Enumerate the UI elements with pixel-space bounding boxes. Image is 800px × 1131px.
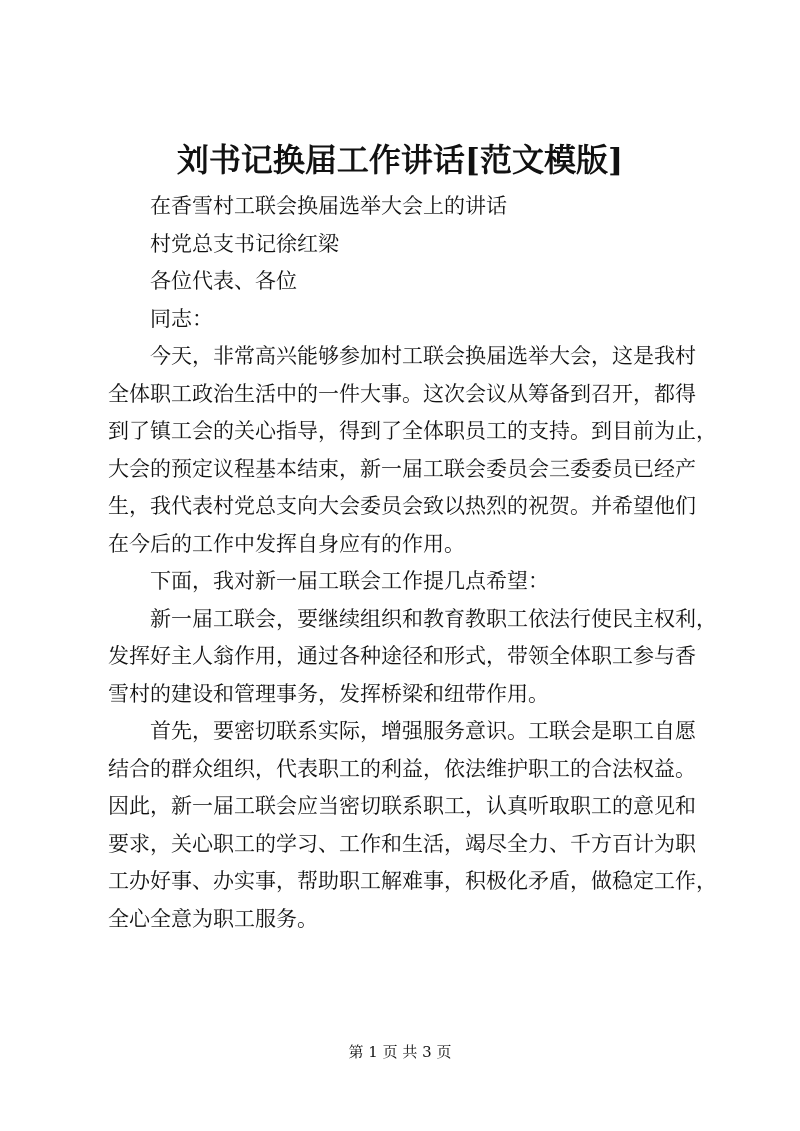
paragraph-line: 新一届工联会，要继续组织和教育教职工依法行使民主权利， <box>150 606 717 631</box>
salutation-line: 同志： <box>150 306 213 331</box>
paragraph-line: 下面，我对新一届工联会工作提几点希望： <box>150 569 549 593</box>
paragraph-line: 今天，非常高兴能够参加村工联会换届选举大会，这是我村 <box>150 344 696 368</box>
document-body <box>108 188 717 938</box>
speech-heading: 在香雪村工联会换届选举大会上的讲话 <box>150 194 507 218</box>
paragraph-line: 全心全意为职工服务。 <box>108 906 318 931</box>
paragraph-line: 要求，关心职工的学习、工作和生活，竭尽全力、千方百计为职 <box>108 831 696 856</box>
paragraph-line: 在今后的工作中发挥自身应有的作用。 <box>108 531 465 556</box>
paragraph-line: 结合的群众组织，代表职工的利益，依法维护职工的合法权益。 <box>108 756 696 781</box>
paragraph-line: 工办好事、办实事，帮助职工解难事，积极化矛盾，做稳定工作， <box>108 869 717 893</box>
page-number-footer: 第 1 页 共 3 页 <box>348 1043 452 1061</box>
paragraph-line: 到了镇工会的关心指导，得到了全体职员工的支持。到目前为止， <box>108 419 717 443</box>
salutation-line: 各位代表、各位 <box>150 269 297 293</box>
paragraph-line: 首先，要密切联系实际，增强服务意识。工联会是职工自愿 <box>150 719 696 743</box>
paragraph-line: 因此，新一届工联会应当密切联系职工，认真听取职工的意见和 <box>108 794 696 818</box>
speaker-line: 村党总支书记徐红梁 <box>150 231 339 256</box>
paragraph-line: 生，我代表村党总支向大会委员会致以热烈的祝贺。并希望他们 <box>108 494 696 518</box>
paragraph-line: 发挥好主人翁作用，通过各种途径和形式，带领全体职工参与香 <box>108 644 696 668</box>
document-title: 刘书记换届工作讲话[范文模版] <box>176 141 624 179</box>
paragraph-line: 大会的预定议程基本结束，新一届工联会委员会三委委员已经产 <box>108 456 696 481</box>
paragraph-line: 全体职工政治生活中的一件大事。这次会议从筹备到召开，都得 <box>108 381 696 406</box>
paragraph-line: 雪村的建设和管理事务，发挥桥梁和纽带作用。 <box>108 681 549 706</box>
